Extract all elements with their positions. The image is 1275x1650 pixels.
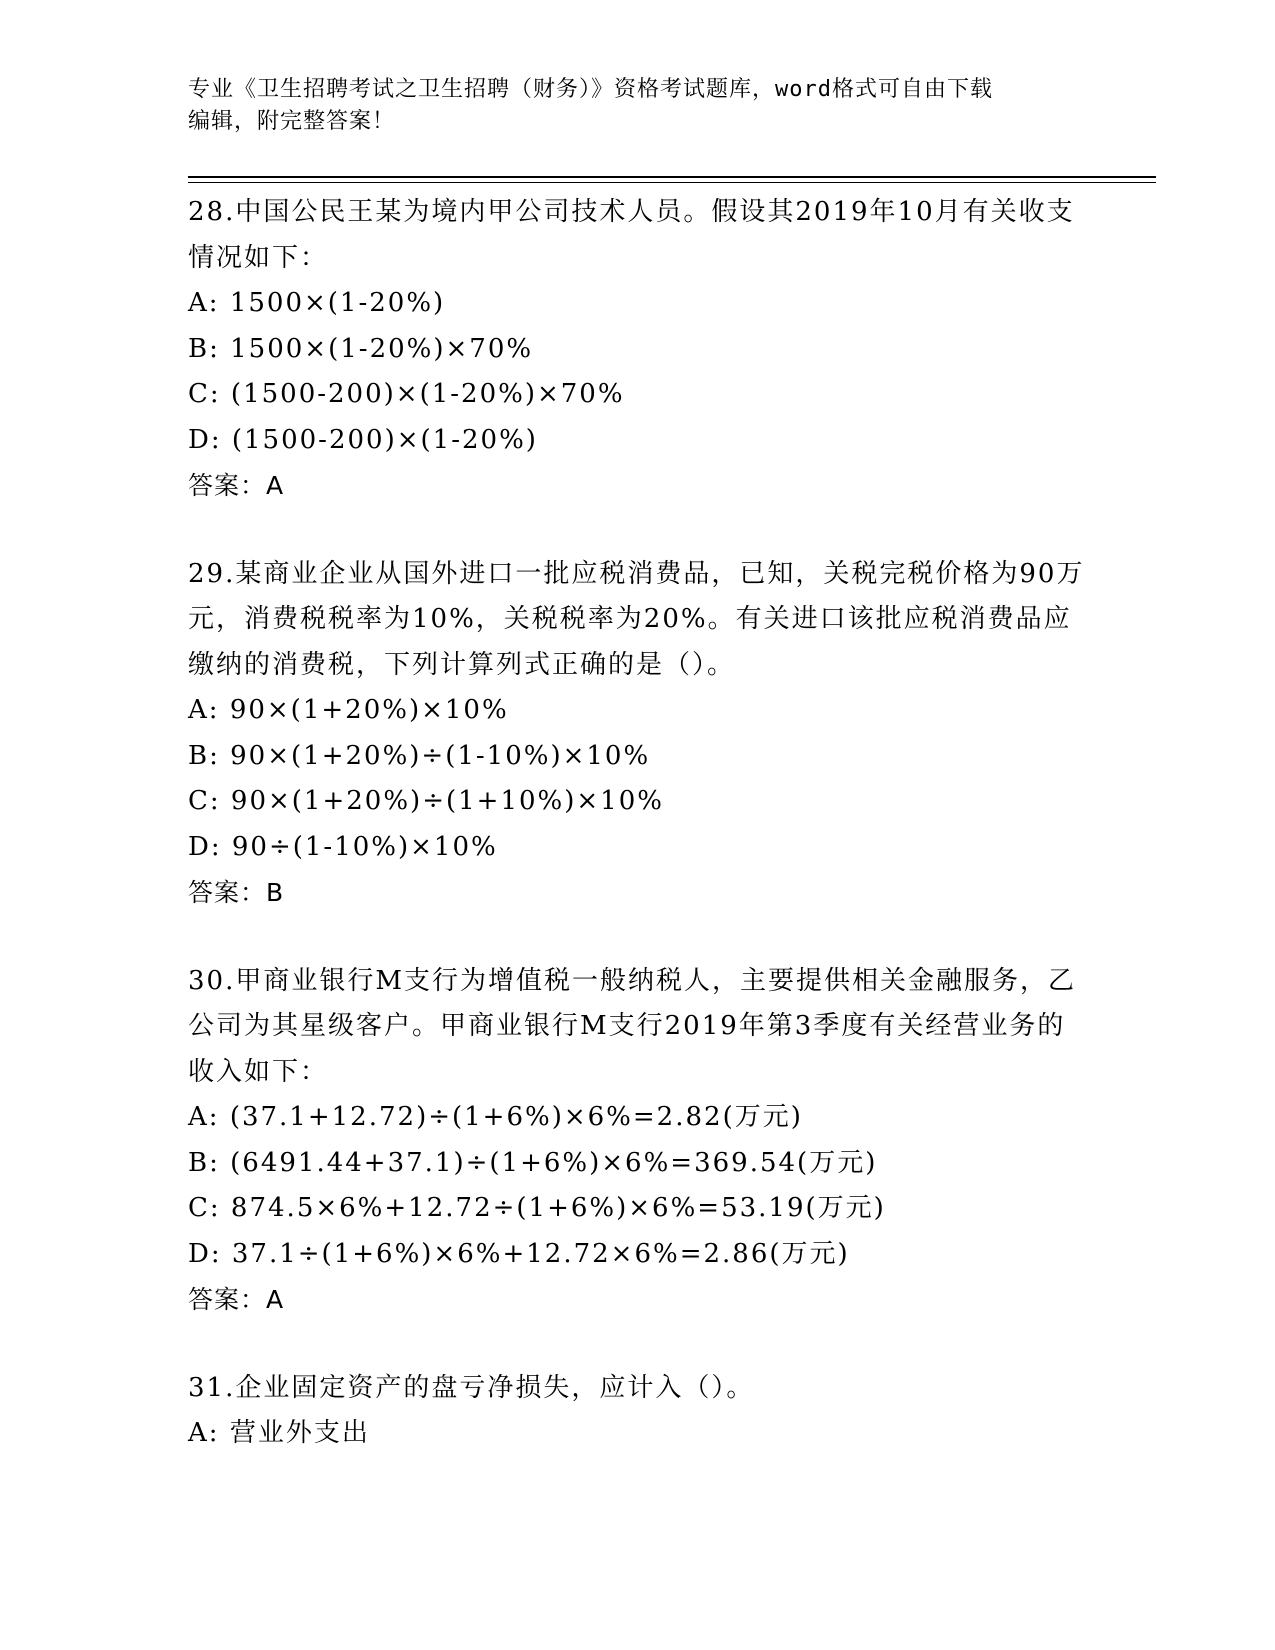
- header-line-2: 编辑，附完整答案！: [188, 109, 396, 134]
- header-divider-thick: [188, 176, 1156, 178]
- option-text: 营业外支出: [229, 1418, 370, 1448]
- option-letter: A:: [188, 1418, 220, 1448]
- option-c: [188, 1186, 1088, 1232]
- question-stem: 中国公民王某为境内甲公司技术人员。假设其2019年10月有关收支情况如下：: [188, 197, 1075, 273]
- option-letter: C:: [188, 1193, 221, 1223]
- option-d: [188, 825, 1088, 871]
- question-number: 28 .: [188, 197, 235, 227]
- answer-line: [188, 1277, 1088, 1323]
- option-b: [188, 1141, 1088, 1187]
- option-text: (6491.44+37.1)÷(1+6%)×6%=369.54(万元): [230, 1147, 878, 1178]
- option-text: 1500×(1-20%)×70%: [230, 333, 534, 364]
- answer-value: B: [266, 878, 285, 907]
- option-c: [188, 372, 1088, 418]
- option-letter: D:: [188, 1238, 222, 1269]
- option-letter: B:: [188, 1147, 220, 1178]
- option-a: [188, 281, 1088, 327]
- option-letter: A:: [188, 1102, 220, 1132]
- option-d: [188, 1232, 1088, 1278]
- option-text: (37.1+12.72)÷(1+6%)×6%=2.82(万元): [229, 1102, 803, 1132]
- option-letter: C:: [188, 786, 221, 816]
- answer-label: 答案：: [188, 1285, 267, 1314]
- option-letter: D:: [188, 831, 222, 862]
- option-text: 1500×(1-20%): [229, 288, 446, 318]
- option-a: [188, 1411, 1088, 1457]
- option-letter: B:: [188, 333, 220, 364]
- question-text: [188, 552, 1088, 689]
- option-letter: B:: [188, 740, 220, 771]
- option-text: (1500-200)×(1-20%)×70%: [230, 379, 625, 409]
- option-text: 90×(1+20%)÷(1+10%)×10%: [230, 786, 664, 816]
- question-text: [188, 959, 1088, 1096]
- question-29: [188, 552, 1088, 916]
- question-text: [188, 190, 1088, 281]
- answer-label: 答案：: [188, 878, 267, 907]
- option-a: [188, 688, 1088, 734]
- option-letter: A:: [188, 695, 220, 725]
- option-c: [188, 779, 1088, 825]
- question-number: 29 .: [188, 559, 235, 589]
- question-number: 31 .: [188, 1373, 235, 1403]
- question-stem: 企业固定资产的盘亏净损失，应计入（）。: [235, 1372, 755, 1403]
- question-list: [188, 190, 1088, 1500]
- option-letter: D:: [188, 424, 222, 455]
- answer-line: [188, 870, 1088, 916]
- question-number: 30 .: [188, 966, 235, 996]
- option-text: 37.1÷(1+6%)×6%+12.72×6%=2.86(万元): [231, 1238, 850, 1269]
- option-text: 90×(1+20%)×10%: [229, 695, 509, 725]
- header-line-1: 专业《卫生招聘考试之卫生招聘（财务）》资格考试题库，word格式可自由下载: [188, 77, 993, 102]
- header-divider-thin: [188, 182, 1156, 183]
- answer-line: [188, 463, 1088, 509]
- option-b: [188, 734, 1088, 780]
- option-text: 90×(1+20%)÷(1-10%)×10%: [230, 740, 651, 771]
- option-text: (1500-200)×(1-20%): [231, 424, 538, 455]
- option-d: [188, 418, 1088, 464]
- answer-value: A: [266, 471, 285, 500]
- question-stem: 某商业企业从国外进口一批应税消费品，已知，关税完税价格为90万元，消费税税率为10%，关税税率为20%。有关进口该批应税消费品应缴纳的消费税，下列计算列式正确的是（）。: [188, 558, 1085, 680]
- question-28: [188, 190, 1088, 509]
- option-text: 90÷(1-10%)×10%: [231, 831, 498, 862]
- option-letter: A:: [188, 288, 220, 318]
- question-stem: 甲商业银行M支行为增值税一般纳税人，主要提供相关金融服务，乙公司为其星级客户。甲商业银行M支行2019年第3季度有关经营业务的收入如下：: [188, 965, 1076, 1087]
- question-30: [188, 959, 1088, 1323]
- option-letter: C:: [188, 379, 221, 409]
- option-text: 874.5×6%+12.72÷(1+6%)×6%=53.19(万元): [230, 1193, 886, 1223]
- answer-value: A: [266, 1285, 285, 1314]
- question-31: [188, 1366, 1088, 1457]
- document-header: [188, 74, 1088, 138]
- option-b: [188, 327, 1088, 373]
- question-text: [188, 1366, 1088, 1412]
- option-a: [188, 1095, 1088, 1141]
- answer-label: 答案：: [188, 471, 267, 500]
